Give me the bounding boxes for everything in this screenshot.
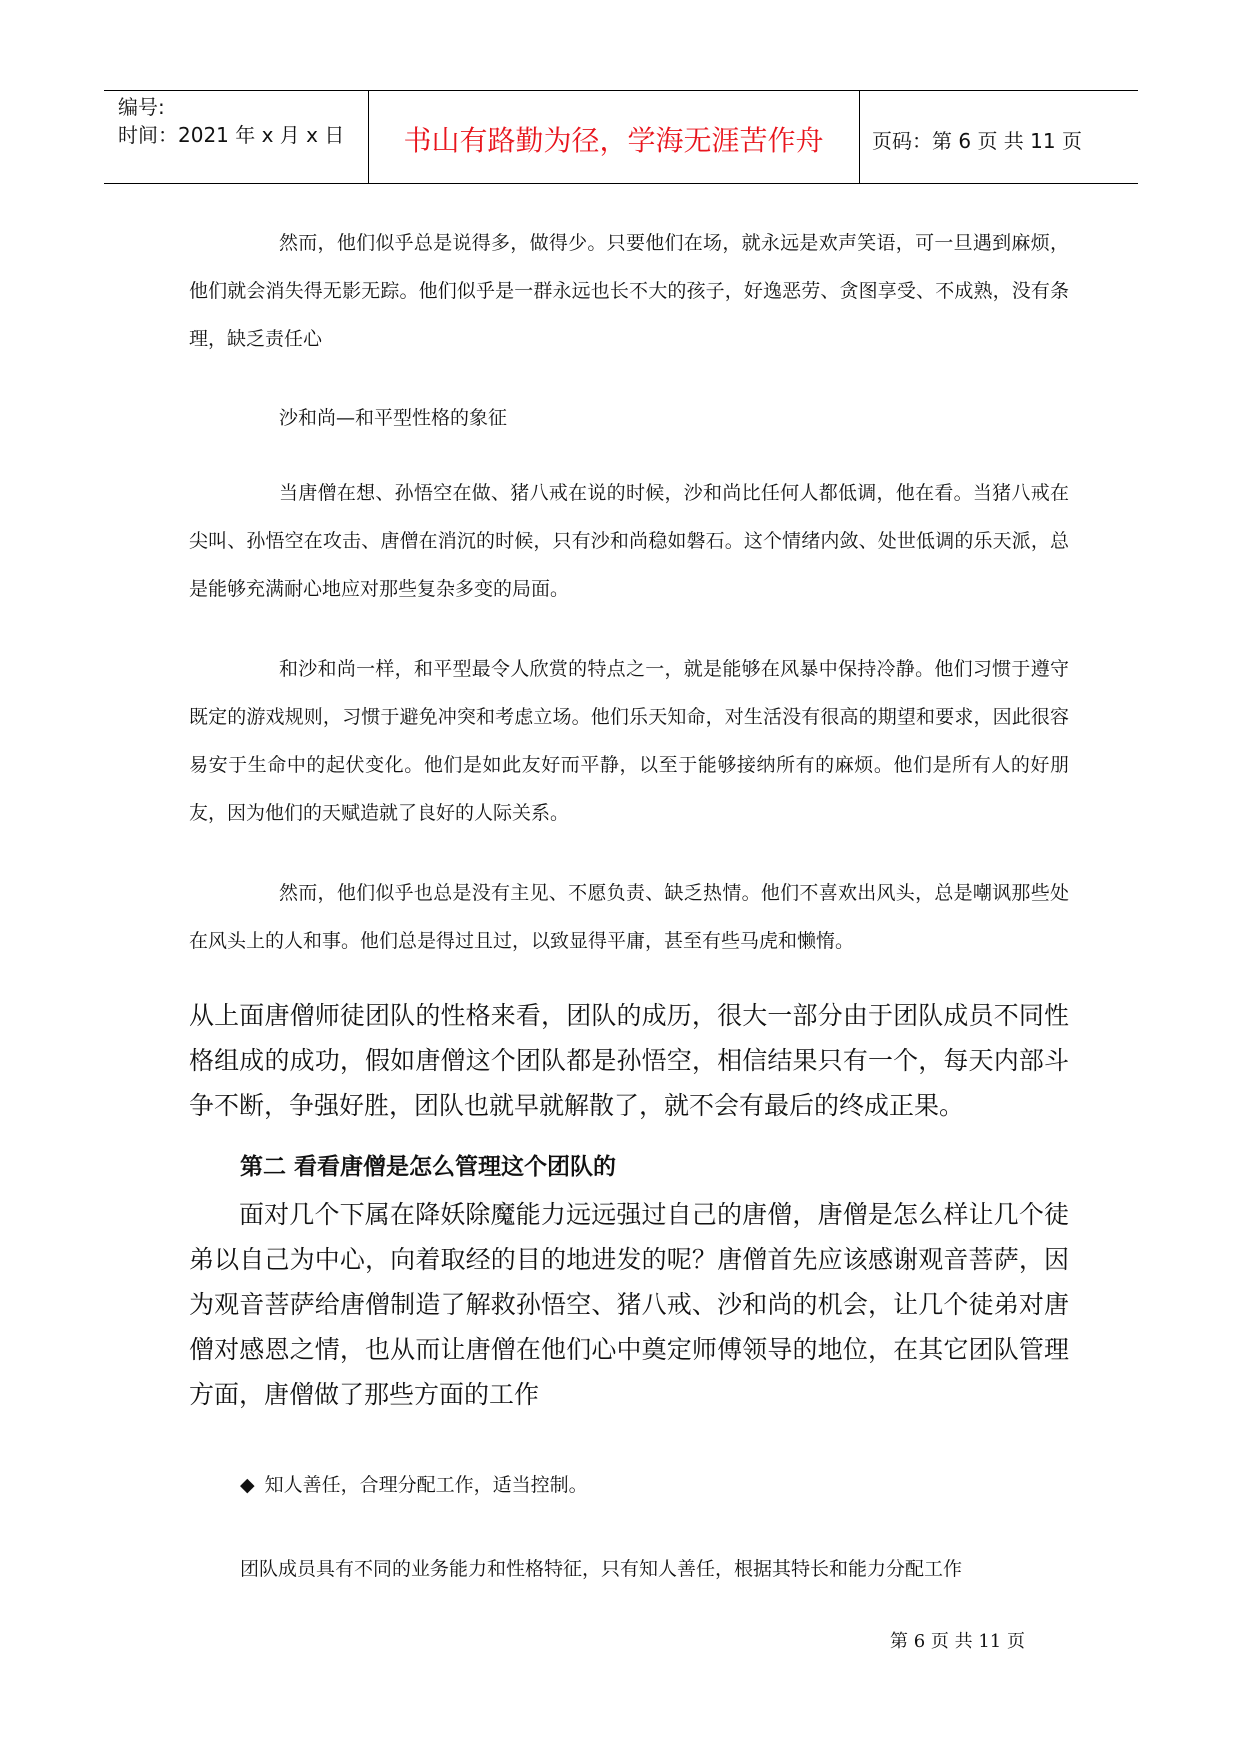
- header-info-cell: [104, 91, 369, 183]
- time-label: 时间：2021 年 x 月 x 日: [118, 123, 345, 147]
- paragraph-5: 然而，他们似乎也总是没有主见、不愿负责、缺乏热情。他们不喜欢出风头，总是嘲讽那些处在风头上的人和事。他们总是得过且过，以致显得平庸，甚至有些马虎和懒惰。: [189, 882, 1069, 952]
- header-motto-cell: [368, 91, 860, 183]
- bullet-item: [240, 1470, 588, 1497]
- paragraph-8: 团队成员具有不同的业务能力和性格特征，只有知人善任，根据其特长和能力分配工作: [240, 1558, 963, 1580]
- serial-label: 编号:: [118, 95, 165, 119]
- paragraph-7: 面对几个下属在降妖除魔能力远远强过自己的唐僧，唐僧是怎么样让几个徒弟以自己为中心，向着取经的目的地进发的呢？唐僧首先应该感谢观音菩萨，因为观音菩萨给唐僧制造了解救孙悟空、猪八戒、沙和尚的机会，让几个徒弟对唐僧对感恩之情，也从而让唐僧在他们心中奠定师傅领导的地位，在其它团队管理方面，唐僧做了那些方面的工作: [189, 1200, 1069, 1409]
- page-header: [104, 90, 1138, 184]
- paragraph-1: 然而，他们似乎总是说得多，做得少。只要他们在场，就永远是欢声笑语，可一旦遇到麻烦，他们就会消失得无影无踪。他们似乎是一群永远也长不大的孩子，好逸恶劳、贪图享受、不成熟，没有条理，缺乏责任心: [189, 232, 1069, 350]
- section-heading: 第二 看看唐僧是怎么管理这个团队的: [240, 1154, 617, 1180]
- section-title-sha-heshang: 沙和尚—和平型性格的象征: [279, 407, 508, 429]
- page-number-label: 页码：第 6 页 共 11 页: [872, 129, 1082, 153]
- paragraph-6: 从上面唐僧师徒团队的性格来看，团队的成历，很大一部分由于团队成员不同性格组成的成功，假如唐僧这个团队都是孙悟空，相信结果只有一个，每天内部斗争不断，争强好胜，团队也就早就解散了，就不会有最后的终成正果。: [189, 1001, 1069, 1120]
- bullet-text: 知人善任，合理分配工作，适当控制。: [264, 1474, 588, 1496]
- motto: 书山有路勤为径，学海无涯苦作舟: [403, 124, 824, 157]
- header-page-cell: [859, 91, 1138, 183]
- paragraph-4: 和沙和尚一样，和平型最令人欣赏的特点之一，就是能够在风暴中保持冷静。他们习惯于遵守既定的游戏规则，习惯于避免冲突和考虑立场。他们乐天知命，对生活没有很高的期望和要求，因此很容易安于生命中的起伏变化。他们是如此友好而平静，以至于能够接纳所有的麻烦。他们是所有人的好朋友，因为他们的天赋造就了良好的人际关系。: [189, 658, 1069, 824]
- paragraph-3: 当唐僧在想、孙悟空在做、猪八戒在说的时候，沙和尚比任何人都低调，他在看。当猪八戒在尖叫、孙悟空在攻击、唐僧在消沉的时候，只有沙和尚稳如磐石。这个情绪内敛、处世低调的乐天派，总是能够充满耐心地应对那些复杂多变的局面。: [189, 482, 1069, 600]
- page-footer: 第 6 页 共 11 页: [890, 1631, 1025, 1652]
- diamond-bullet-icon: ◆: [240, 1474, 255, 1496]
